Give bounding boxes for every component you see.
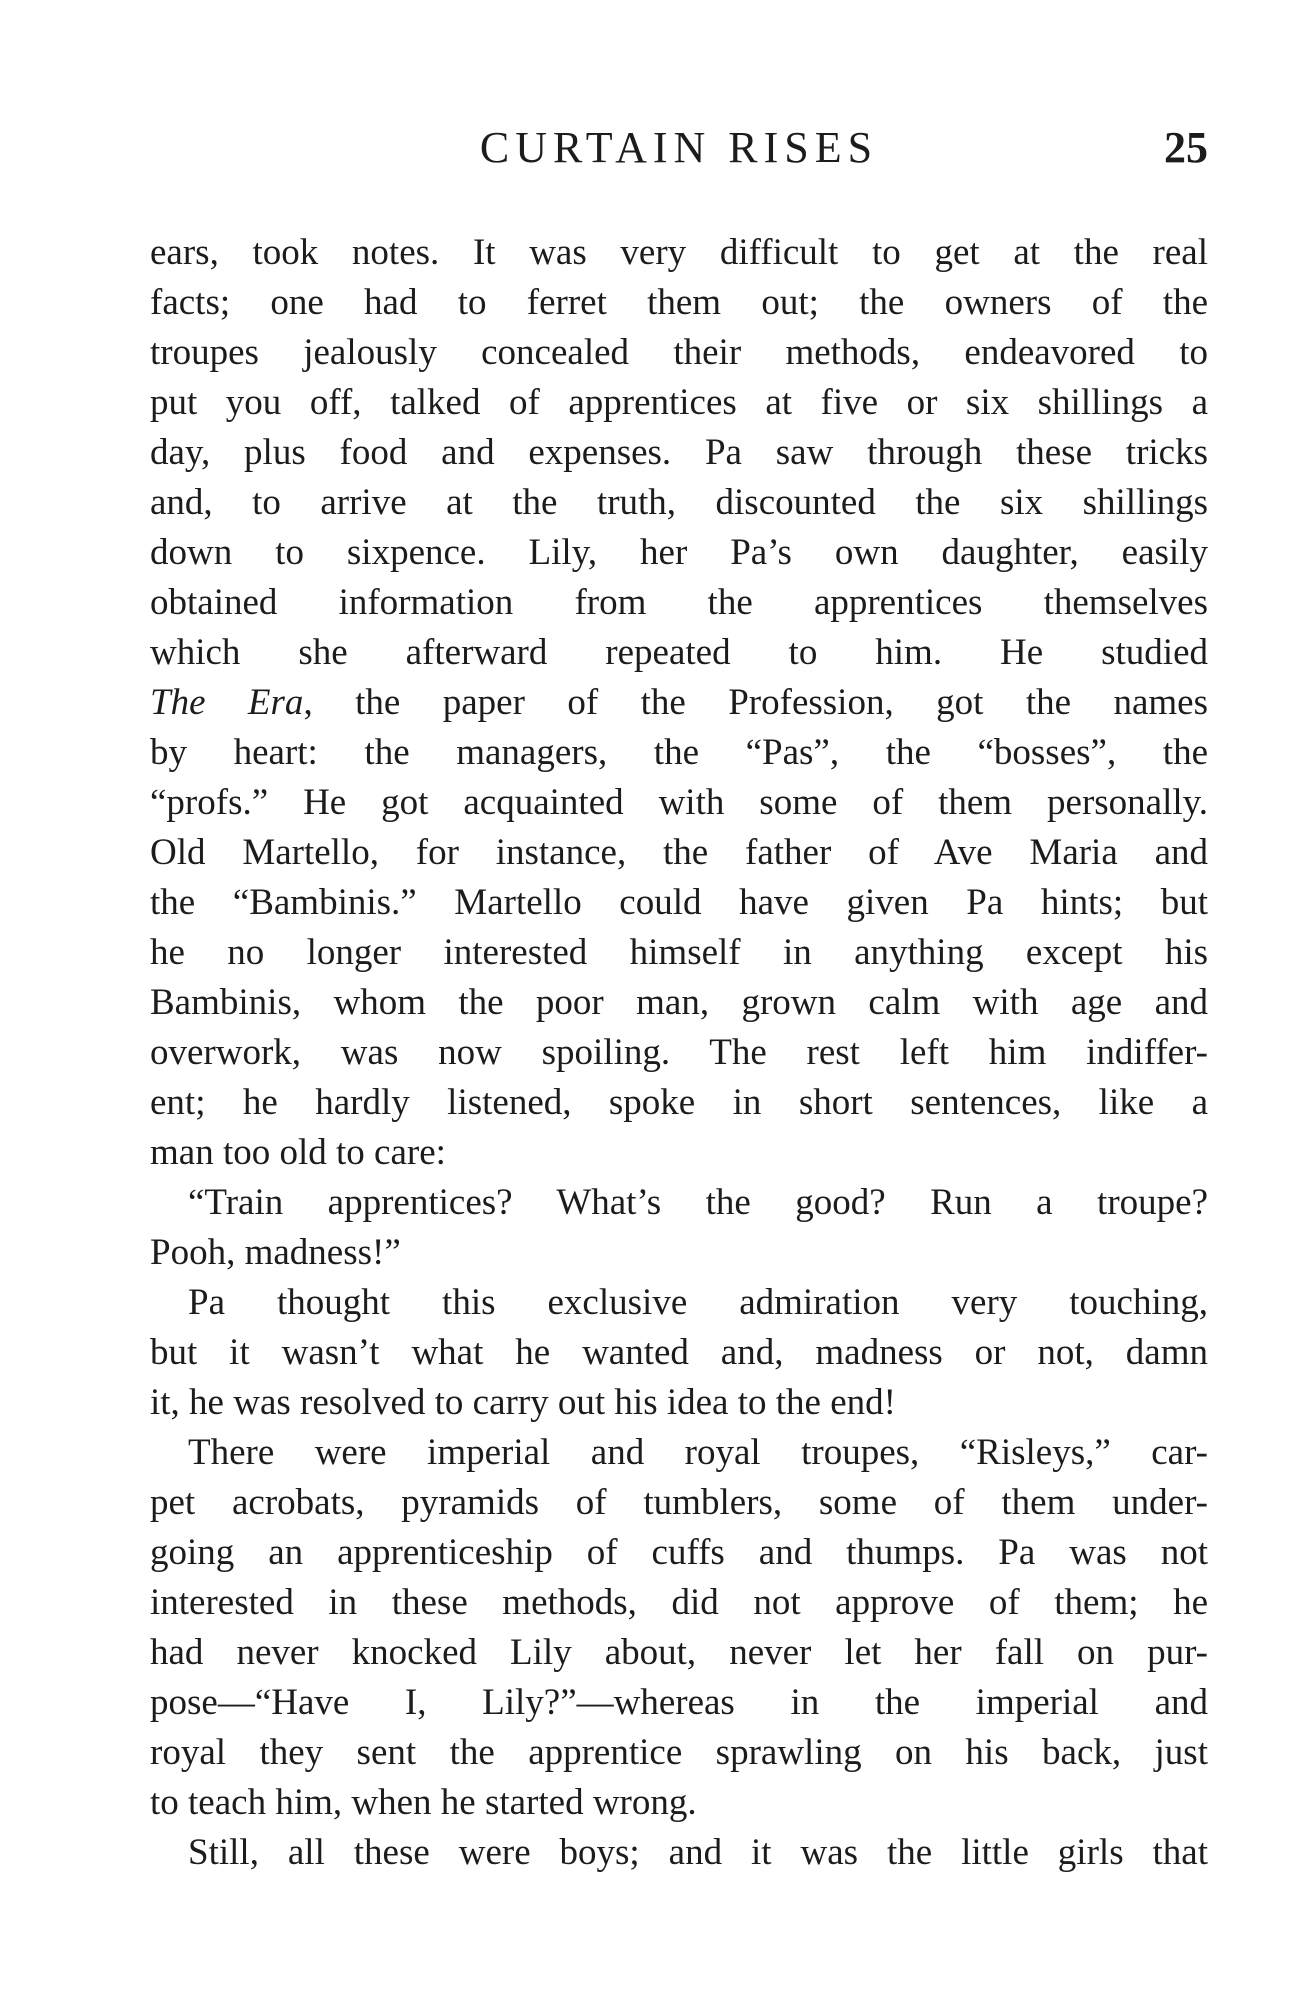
text-line: There were imperial and royal troupes, “Risleys,” car- (188, 1432, 1208, 1473)
text-line: Old Martello, for instance, the father of Ave Maria and (150, 832, 1208, 873)
text-line: pose—“Have I, Lily?”—whereas in the imperial and (150, 1682, 1208, 1723)
running-head (150, 118, 1208, 178)
text-line: ears, took notes. It was very difficult to get at the real (150, 232, 1208, 273)
text-line: obtained information from the apprentices themselves (150, 582, 1208, 623)
text-line: “Train apprentices? What’s the good? Run a troupe? (188, 1182, 1208, 1223)
text-line: the “Bambinis.” Martello could have given Pa hints; but (150, 882, 1208, 923)
text-line: troupes jealously concealed their methods, endeavored to (150, 332, 1208, 373)
body-text (150, 228, 1208, 1878)
text-line: pet acrobats, pyramids of tumblers, some of them under- (150, 1482, 1208, 1523)
text-line: down to sixpence. Lily, her Pa’s own daughter, easily (150, 532, 1208, 573)
text-line: man too old to care: (150, 1132, 446, 1173)
text-line: facts; one had to ferret them out; the owners of the (150, 282, 1208, 323)
text-line: going an apprenticeship of cuffs and thumps. Pa was not (150, 1532, 1208, 1573)
text-line: but it wasn’t what he wanted and, madness or not, damn (150, 1332, 1208, 1373)
text-line: which she afterward repeated to him. He studied (150, 632, 1208, 673)
text-line: by heart: the managers, the “Pas”, the “bosses”, the (150, 732, 1208, 773)
text-line: “profs.” He got acquainted with some of them personally. (150, 782, 1208, 823)
periodical-title: The Era (150, 682, 304, 723)
text-line: overwork, was now spoiling. The rest left him indiffer- (150, 1032, 1208, 1073)
text-line: ent; he hardly listened, spoke in short sentences, like a (150, 1082, 1208, 1123)
text-line: day, plus food and expenses. Pa saw through these tricks (150, 432, 1208, 473)
text-line: it, he was resolved to carry out his idea to the end! (150, 1382, 896, 1423)
text-line: interested in these methods, did not approve of them; he (150, 1582, 1208, 1623)
text-line: Still, all these were boys; and it was the little girls that (188, 1832, 1208, 1873)
page-number: 25 (1164, 123, 1208, 172)
text-line: The Era, the paper of the Profession, got the names (150, 682, 1208, 723)
text-line: royal they sent the apprentice sprawling on his back, just (150, 1732, 1208, 1773)
text-line: Pa thought this exclusive admiration very touching, (188, 1282, 1208, 1323)
text-line: Pooh, madness!” (150, 1232, 401, 1273)
text-line: to teach him, when he started wrong. (150, 1782, 697, 1823)
text-line: Bambinis, whom the poor man, grown calm with age and (150, 982, 1208, 1023)
text-line: and, to arrive at the truth, discounted the six shillings (150, 482, 1208, 523)
text-line: he no longer interested himself in anything except his (150, 932, 1208, 973)
text-line: had never knocked Lily about, never let her fall on pur- (150, 1632, 1208, 1673)
running-title: CURTAIN RISES (479, 123, 879, 172)
text-line: put you off, talked of apprentices at five or six shillings a (150, 382, 1208, 423)
